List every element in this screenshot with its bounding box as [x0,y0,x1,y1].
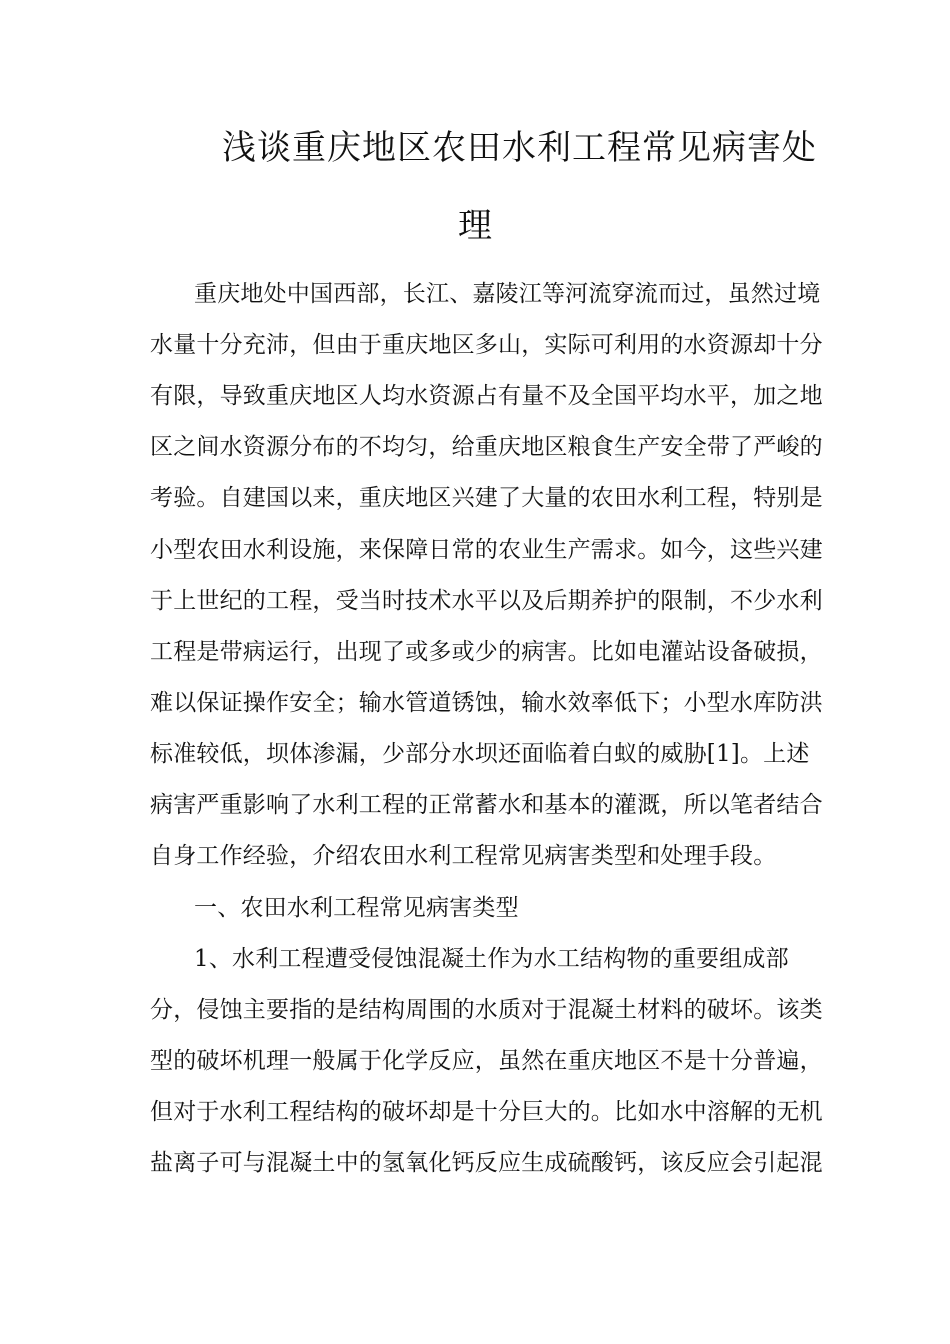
document-title-line-1: 浅谈重庆地区农田水利工程常见病害处 [222,128,817,168]
paragraph-line: 型的破坏机理一般属于化学反应，虽然在重庆地区不是十分普遍， [150,1048,823,1074]
section-heading: 一、农田水利工程常见病害类型 [194,895,519,921]
paragraph-line: 分，侵蚀主要指的是结构周围的水质对于混凝土材料的破坏。该类 [150,997,823,1023]
paragraph-line: 标准较低，坝体渗漏，少部分水坝还面临着白蚁的威胁[1]。上述 [150,741,810,767]
paragraph-line: 但对于水利工程结构的破坏却是十分巨大的。比如水中溶解的无机 [150,1099,823,1125]
document-title-line-2: 理 [458,206,493,246]
paragraph-line: 考验。自建国以来，重庆地区兴建了大量的农田水利工程，特别是 [150,485,823,511]
paragraph-line: 小型农田水利设施，来保障日常的农业生产需求。如今，这些兴建 [150,537,823,563]
paragraph-line: 有限，导致重庆地区人均水资源占有量不及全国平均水平，加之地 [150,383,823,409]
paragraph-line: 水量十分充沛，但由于重庆地区多山，实际可利用的水资源却十分 [150,332,823,358]
paragraph-line: 病害严重影响了水利工程的正常蓄水和基本的灌溉，所以笔者结合 [150,792,823,818]
paragraph-line: 于上世纪的工程，受当时技术水平以及后期养护的限制，不少水利 [150,588,823,614]
paragraph-line: 盐离子可与混凝土中的氢氧化钙反应生成硫酸钙，该反应会引起混 [150,1150,823,1176]
paragraph-line: 重庆地处中国西部，长江、嘉陵江等河流穿流而过，虽然过境 [194,281,821,307]
paragraph-line: 自身工作经验，介绍农田水利工程常见病害类型和处理手段。 [150,843,777,869]
paragraph-line: 区之间水资源分布的不均匀，给重庆地区粮食生产安全带了严峻的 [150,434,823,460]
paragraph-line: 1、水利工程遭受侵蚀混凝土作为水工结构物的重要组成部 [194,946,789,972]
paragraph-line: 难以保证操作安全；输水管道锈蚀，输水效率低下；小型水库防洪 [150,690,823,716]
paragraph-line: 工程是带病运行，出现了或多或少的病害。比如电灌站设备破损， [150,639,823,665]
